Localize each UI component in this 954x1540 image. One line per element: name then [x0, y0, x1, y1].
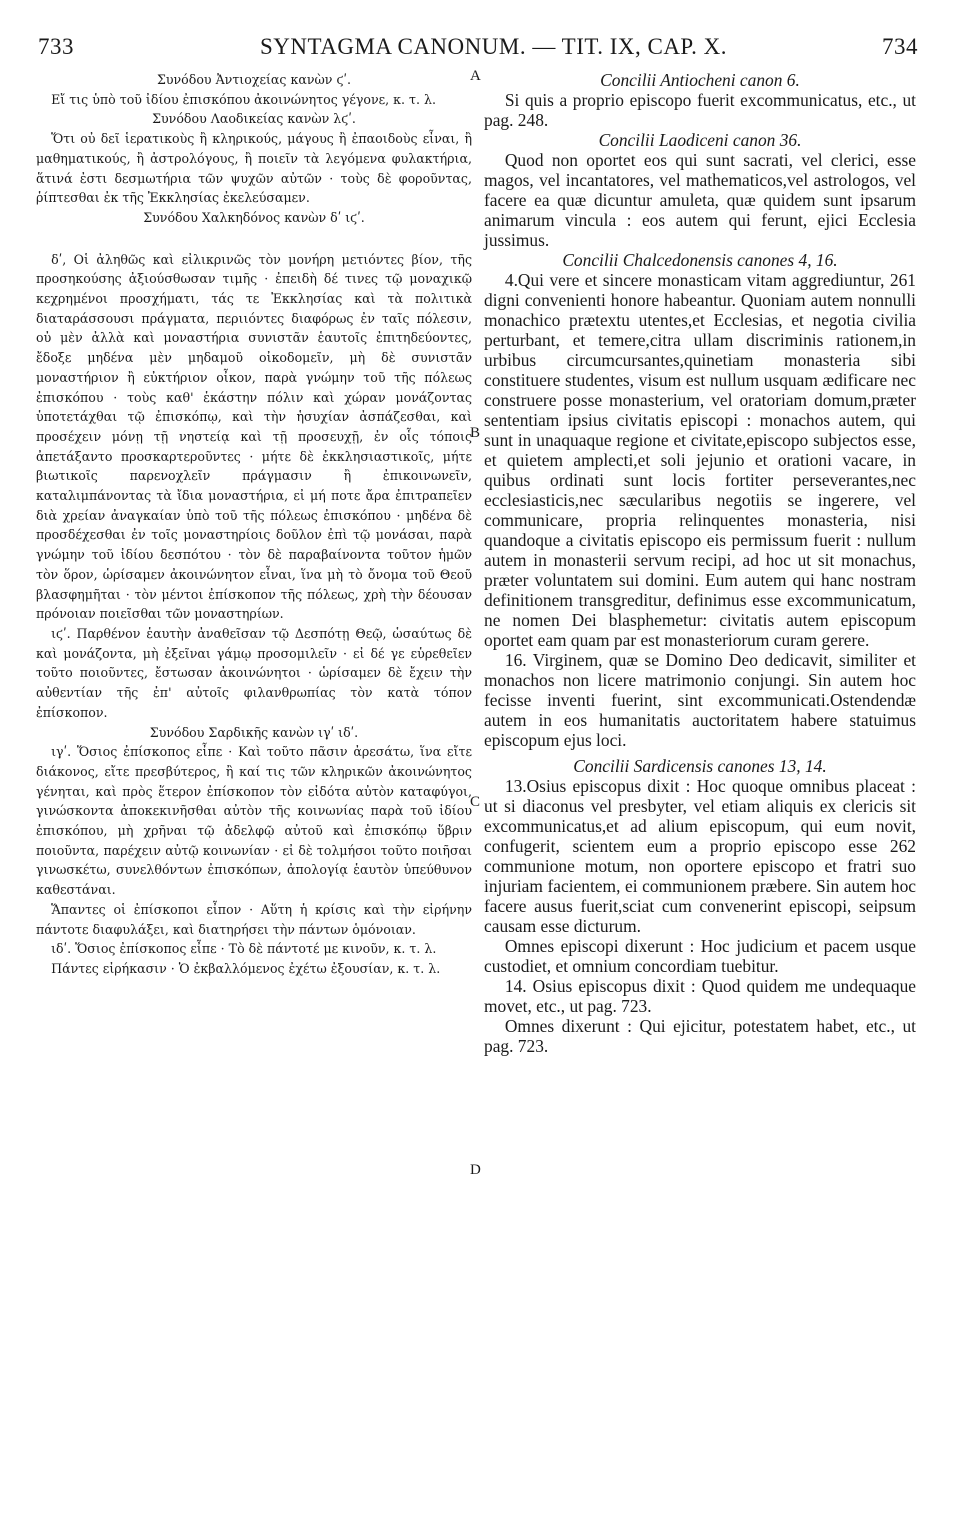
latin-heading-chalcedon: Concilii Chalcedonensis canones 4, 16.: [562, 250, 838, 270]
page-number-left: 733: [38, 34, 74, 59]
margin-letter-d: D: [470, 1162, 481, 1178]
greek-sardica-13-response: Ἅπαντες οἱ ἐπίσκοποι εἶπον · Αὕτη ἡ κρίσις καὶ τὴν εἰρήνην πάντοτε διαφυλάξει, καὶ διατηρήσει τὴν πάντων ὁμόνοιαν.: [36, 901, 472, 937]
latin-heading-sardica: Concilii Sardicensis canones 13, 14.: [573, 756, 827, 776]
latin-canon-laodicea: Quod non oportet eos qui sunt sacrati, vel clerici, esse magos, vel incantatores, vel mathematicos,vel astrologos, vel facere ea quæ dicuntur amuleta, quæ quidem sunt ipsarum animarum vincula : eos autem qui ferunt, ejici Ecclesia jussimus.: [484, 150, 916, 250]
running-header: [38, 34, 918, 64]
greek-canon-laodicea: Ὅτι οὐ δεῖ ἱερατικοὺς ἢ κληρικούς, μάγους ἢ ἐπαοιδοὺς εἶναι, ἢ μαθηματικούς, ἢ ἀστρολόγους, ἢ ποιεῖν τὰ λεγόμενα φυλακτήρια, ἅτινά ἐστι δεσμωτήρια τῶν ψυχῶν αὐτῶν · τοὺς δὲ φοροῦντας, ῥίπτεσθαι ἐκ τῆς Ἐκκλησίας ἐκελεύσαμεν.: [36, 131, 472, 206]
running-title: SYNTAGMA CANONUM. — TIT. IX, CAP. X.: [260, 34, 728, 59]
greek-canon-sardica-14: ιδʹ. Ὅσιος ἐπίσκοπος εἶπε · Τὸ δὲ πάντοτέ με κινοῦν, κ. τ. λ.: [51, 941, 437, 957]
latin-column: [484, 70, 916, 1056]
greek-heading-chalcedon: Συνόδου Χαλκηδόνος κανὼν δʹ ιϛʹ.: [143, 209, 365, 225]
greek-canon-chalcedon-16: ιϛʹ. Παρθένον ἑαυτὴν ἀναθεῖσαν τῷ Δεσπότῃ Θεῷ, ὡσαύτως δὲ καὶ μονάζοντα, μὴ ἐξεῖναι γάμῳ προσομιλεῖν · εἰ δέ γε εὑρεθεῖεν τοῦτο ποιοῦντες, ἔστωσαν ἀκοινώνητοι · ὡρίσαμεν δὲ ἔχειν τὴν αὐθεντίαν τῆς ἐπ' αὐτοῖς φιλανθρωπίας τὸν κατὰ τόπον ἐπίσκοπον.: [36, 625, 472, 720]
margin-letter-a: A: [470, 68, 481, 84]
latin-canon-sardica-13: 13.Osius episcopus dixit : Hoc quoque omnibus placeat : ut si diaconus vel presbyter, vel etiam aliquis ex clericis sit excommunicatus,et ad alium episcopum, qui eum novit, confugerit, scientem eum a proprio episcopo esse 262 communione motum, non oportere episcopo et fratri suo injuriam facientem, ei communionem præbere. Sin autem hoc facere ausus fuerit,sciat cum convenerint episcopi, seipsum causam esse dicturum.: [484, 776, 916, 936]
latin-sardica-13-response: Omnes episcopi dixerunt : Hoc judicium et pacem usque custodiet, et omnium concordiam tuebitur.: [484, 936, 916, 976]
latin-canon-chalcedon-16: 16. Virginem, quæ se Domino Deo dedicavit, similiter et monachos non licere matrimonio conjungi. Sin autem hoc fecisse inventi fuerint, sint excommunicati.Ostendendæ autem in eos humanitatis auctoritatem habere statuimus episcopum ejus loci.: [484, 650, 916, 750]
margin-letter-c: C: [470, 794, 481, 810]
latin-heading-antioch: Concilii Antiocheni canon 6.: [600, 70, 800, 90]
latin-canon-chalcedon-4: 4.Qui vere et sincere monasticam vitam aggrediuntur, 261 digni convenienti honore habeantur. Quoniam autem nonnulli monachico prætextu utentes,et Ecclesias, et negotia civilia perturbant, et temere,citra ullam discriminis rationem,in urbibus circumcursantes,quinetiam monasteria sibi constituere studentes, visum est nullum usquam ædificare nec construere posse monasterium, vel oratoriam domum,præter sententiam ipsius civitatis episcopi : monachos autem, qui sunt in unaquaque regione et civitate,episcopo subjectos esse, et quietem amplecti,et soli jejunio et orationi vacare, in quibus ordinati sunt locis fortiter perseverantes,nec ecclesiasticis,nec sæcularibus negotiis se ingerere, vel communicare, propria relinquentes monasteria, nisi quandoque a civitatis episcopo eis permissum fuerit : nullum autem in monasterii servum recipi, ad hoc ut sit monachus, præter voluntatem sui domini. Eum autem qui hanc nostram definitionem transgreditur, definimus esse excommunicatum, ne nomen Dei blasphemetur: civitatis autem episcopum oportet eam quam par est monasteriorum curam gerere.: [484, 270, 916, 650]
greek-heading-sardica: Συνόδου Σαρδικῆς κανὼν ιγʹ ιδʹ.: [149, 724, 359, 740]
greek-sardica-14-response: Πάντες εἰρήκασιν · Ὁ ἐκβαλλόμενος ἐχέτω ἐξουσίαν, κ. τ. λ.: [51, 960, 441, 976]
margin-letter-b: B: [470, 425, 481, 441]
greek-heading-antioch: Συνόδου Ἀντιοχείας κανὼν ϛʹ.: [156, 72, 352, 87]
greek-canon-antioch: Εἴ τις ὑπὸ τοῦ ἰδίου ἐπισκόπου ἀκοινώνητος γέγονε, κ. τ. λ.: [51, 91, 436, 107]
latin-canon-sardica-14: 14. Osius episcopus dixit : Quod quidem me undequaque movet, etc., ut pag. 723.: [484, 976, 916, 1016]
latin-canon-antioch: Si quis a proprio episcopo fuerit excommunicatus, etc., ut pag. 248.: [484, 90, 916, 130]
page-number-right: 734: [882, 34, 918, 59]
greek-heading-laodicea: Συνόδου Λαοδικείας κανὼν λϛʹ.: [152, 111, 356, 127]
greek-column: [36, 70, 472, 979]
greek-canon-chalcedon-4: δʹ, Οἱ ἀληθῶς καὶ εἰλικρινῶς τὸν μονήρη μετιόντες βίον, τῆς προσηκούσης ἀξιούσθωσαν τιμῆς · ἐπειδὴ δέ τινες τῷ μοναχικῷ κεχρημένοι προσχήματι, τάς τε Ἐκκλησίας καὶ τὰ πολιτικὰ διαταράσσουσι πράγματα, περιιόντες διαφόρως ἐν ταῖς πόλεσιν, οὐ μὲν ἀλλὰ καὶ μοναστήρια συνιστᾶν ἑαυτοῖς ἐπιτηδεύοντες, ἔδοξε μηδένα μὲν μηδαμοῦ οἰκοδομεῖν, μὴ δὲ συνιστᾶν μοναστήριον ἢ εὐκτήριον οἶκον, παρὰ γνώμην τοῦ τῆς πόλεως ἐπισκόπου · τοὺς καθ' ἑκάστην πόλιν καὶ χώραν μονάζοντας ὑποτετάχθαι τῷ ἐπισκόπῳ, καὶ τὴν ἡσυχίαν ἀσπάζεσθαι, καὶ προσέχειν μόνῃ τῇ νηστείᾳ καὶ τῇ προσευχῇ, ἐν οἷς τόποις ἀπετάξαντο προσκαρτεροῦντες · μήτε δὲ ἐκκλησιαστικοῖς, μήτε βιωτικοῖς παρενοχλεῖν πράγμασιν ἢ ἐπικοινωνεῖν, καταλιμπάνοντας τὰ ἴδια μοναστήρια, εἰ μή ποτε ἄρα ἐπιτραπεῖεν διὰ χρείαν ἀναγκαίαν ὑπὸ τοῦ τῆς πόλεως ἐπισκόπου · μηδένα δὲ προσδέχεσθαι ἐν τοῖς μοναστηρίοις δοῦλον ἐπὶ τῷ μονάσαι, παρὰ γνώμην τοῦ ἰδίου δεσπότου · τὸν δὲ παραβαίνοντα τοῦτον ἡμῶν τὸν ὅρον, ὡρίσαμεν ἀκοινώνητον εἶναι, ἵνα μὴ τὸ ὄνομα τοῦ Θεοῦ βλασφημῆται · τὸν μέντοι ἐπίσκοπον τῆς πόλεως, χρὴ τὴν δέουσαν πρόνοιαν ποιεῖσθαι τῶν μοναστηρίων.: [36, 251, 472, 622]
greek-canon-sardica-13: ιγʹ. Ὅσιος ἐπίσκοπος εἶπε · Καὶ τοῦτο πᾶσιν ἀρεσάτω, ἵνα εἴτε διάκονος, εἴτε πρεσβύτερος, ἢ καί τις τῶν κληρικῶν ἀκοινώνητος γένηται, καὶ πρὸς ἕτερον ἐπίσκοπον τὸν εἰδότα αὐτὸν καταφύγοι, γινώσκοντα ἀποκεκινῆσθαι αὐτὸν τῆς κοινωνίας παρὰ τοῦ ἰδίου ἐπισκόπου, μὴ χρῆναι τῷ ἀδελφῷ αὐτοῦ καὶ ἐπισκόπῳ ὕβριν ποιοῦντα, παρέχειν αὐτῷ κοινωνίαν · εἰ δὲ τολμήσοι τοῦτο ποιῆσαι γινωσκέτω, συνελθόντων ἐπισκόπων, ἀπολογίᾳ ἑαυτὸν ὑπεύθυνον καθεστάναι.: [36, 744, 472, 898]
latin-sardica-14-response: Omnes dixerunt : Qui ejicitur, potestatem habet, etc., ut pag. 723.: [484, 1016, 916, 1056]
latin-heading-laodicea: Concilii Laodiceni canon 36.: [598, 130, 802, 150]
